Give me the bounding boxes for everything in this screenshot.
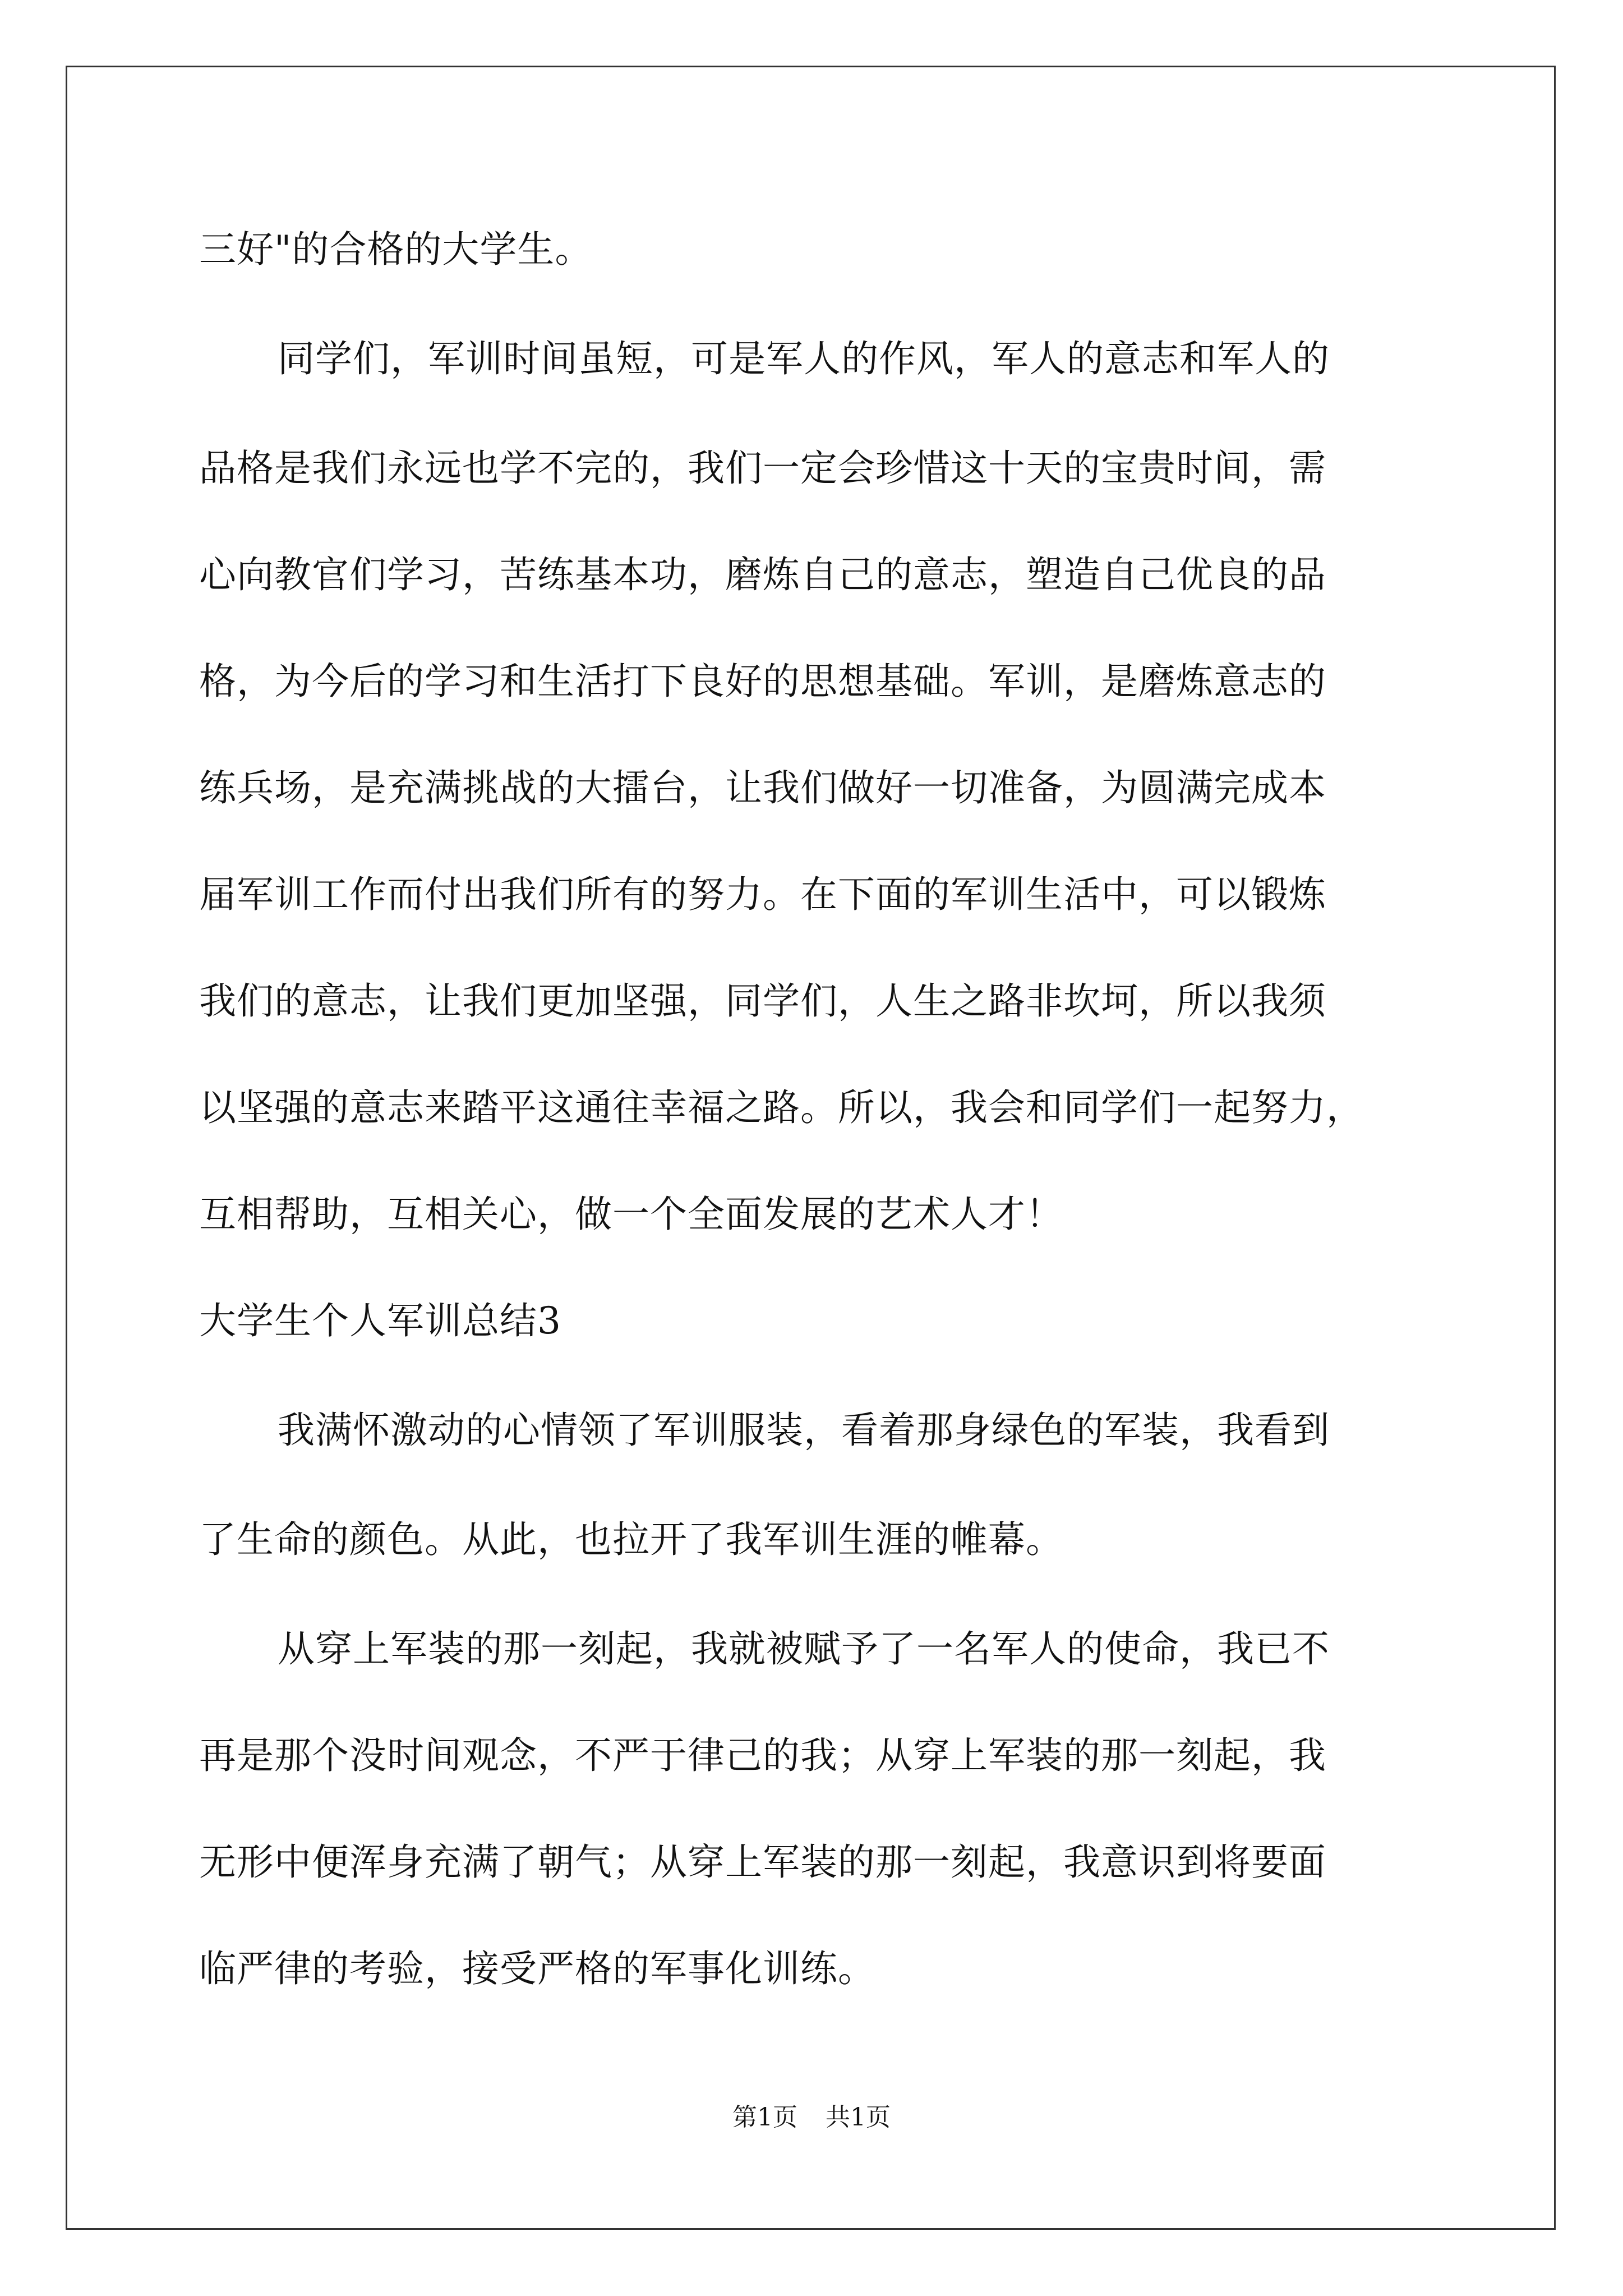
body-line: 以坚强的意志来踏平这通往幸福之路。所以，我会和同学们一起努力，: [199, 1086, 1364, 1129]
section-heading: 大学生个人军训总结3: [199, 1299, 561, 1342]
body-line: 无形中便浑身充满了朝气；从穿上军装的那一刻起，我意识到将要面: [199, 1841, 1326, 1884]
body-line: 我们的意志，让我们更加坚强，同学们，人生之路非坎坷，所以我须: [199, 979, 1326, 1023]
body-line: 我满怀激动的心情领了军训服装，看着那身绿色的军装，我看到: [278, 1409, 1330, 1452]
body-line: 再是那个没时间观念，不严于律己的我；从穿上军装的那一刻起，我: [199, 1734, 1326, 1777]
page-footer: [0, 2101, 1623, 2134]
body-line: 心向教官们学习，苦练基本功，磨炼自己的意志，塑造自己优良的品: [199, 553, 1326, 596]
body-line: 同学们，军训时间虽短，可是军人的作风，军人的意志和军人的: [278, 337, 1330, 380]
body-line: 届军训工作而付出我们所有的努力。在下面的军训生活中，可以锻炼: [199, 873, 1326, 916]
body-line: 从穿上军装的那一刻起，我就被赋予了一名军人的使命，我已不: [278, 1627, 1330, 1671]
body-line: 格，为今后的学习和生活打下良好的思想基础。军训，是磨炼意志的: [199, 660, 1326, 703]
body-line: 品格是我们永远也学不完的，我们一定会珍惜这十天的宝贵时间，需: [199, 447, 1326, 490]
body-line: 互相帮助，互相关心，做一个全面发展的艺术人才！: [199, 1193, 1063, 1236]
body-line: 临严律的考验，接受严格的军事化训练。: [199, 1947, 875, 1990]
page-total: 共1页: [826, 2103, 891, 2132]
body-line: 三好"的合格的大学生。: [199, 228, 593, 271]
body-line: 练兵场，是充满挑战的大擂台，让我们做好一切准备，为圆满完成本: [199, 766, 1326, 809]
body-line: 了生命的颜色。从此，也拉开了我军训生涯的帷幕。: [199, 1518, 1063, 1561]
page-number: 第1页: [732, 2103, 797, 2132]
